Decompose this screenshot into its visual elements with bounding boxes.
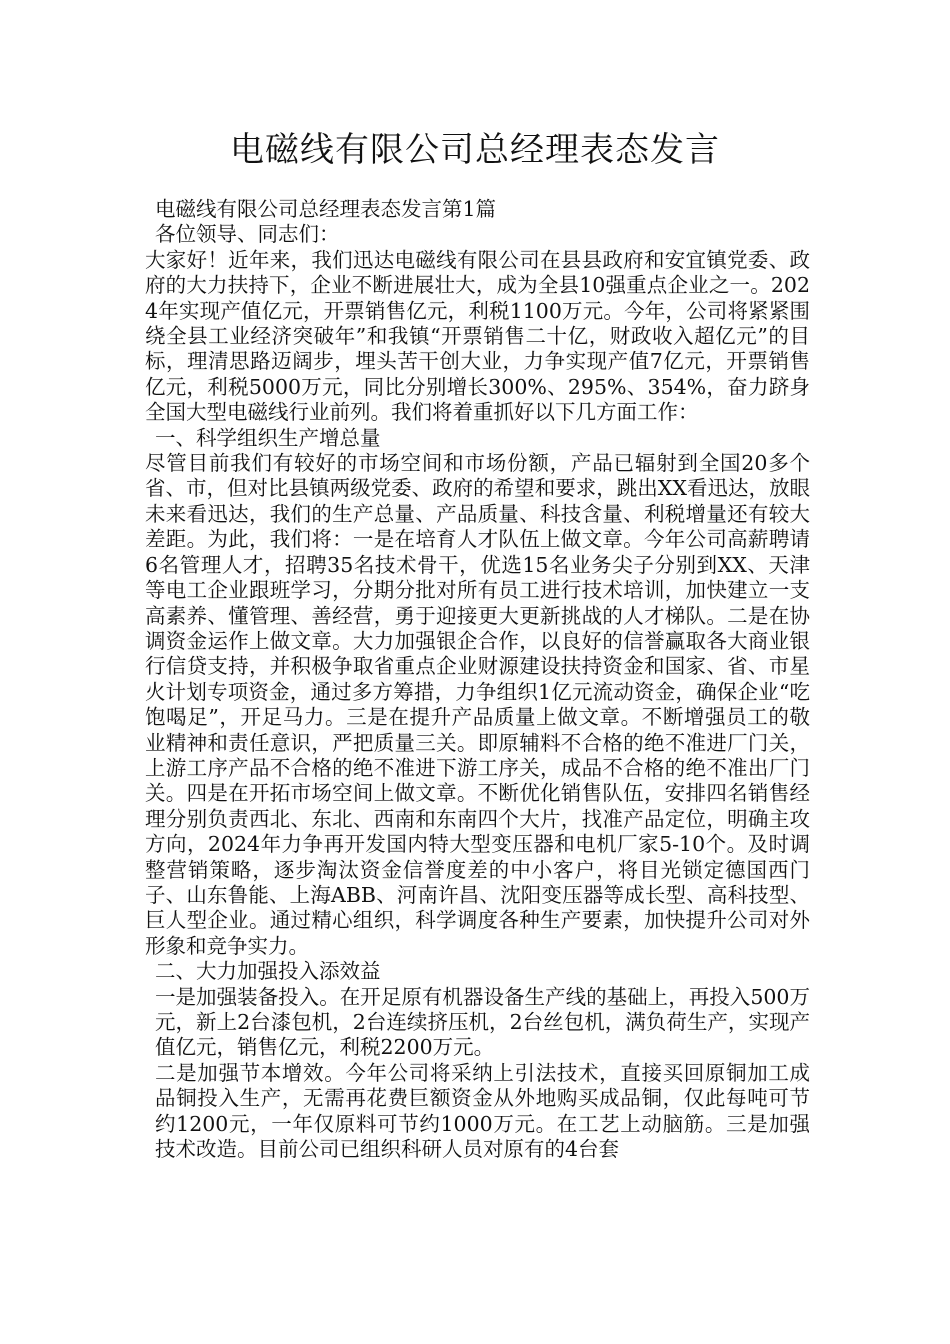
body-paragraph: 一是加强装备投入。在开足原有机器设备生产线的基础上，再投入500万元，新上2台漆包机，2台连续挤压机，2台丝包机，满负荷生产，实现产值亿元，销售亿元，利税2200万元。	[155, 984, 810, 1060]
document-body	[145, 197, 810, 1162]
salutation: 各位领导、同志们：	[155, 222, 340, 247]
section-heading: 电磁线有限公司总经理表态发言第1篇	[155, 197, 497, 221]
body-paragraph: 二是加强节本增效。今年公司将采纳上引法技术，直接买回原铜加工成品铜投入生产，无需再花费巨额资金从外地购买成品铜，仅此每吨可节约1200元，一年仅原料可节约1000万元。在工艺上动脑筋。三是加强技术改造。目前公司已组织科研人员对原有的4台套	[155, 1060, 810, 1162]
document-title: 电磁线有限公司总经理表态发言	[230, 130, 720, 170]
body-paragraph: 尽管目前我们有较好的市场空间和市场份额，产品已辐射到全国20多个省、市，但对比县镇两级党委、政府的希望和要求，跳出XX看迅达，放眼未来看迅达，我们的生产总量、产品质量、科技含量、利税增量还有较大差距。为此，我们将：一是在培育人才队伍上做文章。今年公司高薪聘请6名管理人才，招聘35名技术骨干，优选15名业务尖子分别到XX、天津等电工企业跟班学习，分期分批对所有员工进行技术培训，加快建立一支高素养、懂管理、善经营，勇于迎接更大更新挑战的人才梯队。二是在协调资金运作上做文章。大力加强银企合作，以良好的信誉赢取各大商业银行信贷支持，并积极争取省重点企业财源建设扶持资金和国家、省、市星火计划专项资金，通过多方筹措，力争组织1亿元流动资金，确保企业“吃饱喝足”，开足马力。三是在提升产品质量上做文章。不断增强员工的敬业精神和责任意识，严把质量三关。即原辅料不合格的绝不准进厂门关，上游工序产品不合格的绝不准进下游工序关，成品不合格的绝不准出厂门关。四是在开拓市场空间上做文章。不断优化销售队伍，安排四名销售经理分别负责西北、东北、西南和东南四个大片，找准产品定位，明确主攻方向，2024年力争再开发国内特大型变压器和电机厂家5-10个。及时调整营销策略，逐步淘汰资金信誉度差的中小客户，将目光锁定德国西门子、山东鲁能、上海ABB、河南许昌、沈阳变压器等成长型、高科技型、巨人型企业。通过精心组织，科学调度各种生产要素，加快提升公司对外形象和竞争实力。	[145, 451, 810, 958]
body-paragraph: 大家好！近年来，我们迅达电磁线有限公司在县县政府和安宜镇党委、政府的大力扶持下，企业不断进展壮大，成为全县10强重点企业之一。2024年实现产值亿元，开票销售亿元，利税1100万元。今年，公司将紧紧围绕全县工业经济突破年”和我镇“开票销售二十亿，财政收入超亿元”的目标，理清思路迈阔步，埋头苦干创大业，力争实现产值7亿元，开票销售亿元，利税5000万元，同比分别增长300%、295%、354%，奋力跻身全国大型电磁线行业前列。我们将着重抓好以下几方面工作：	[145, 247, 810, 425]
section-heading: 一、科学组织生产增总量	[155, 425, 381, 450]
section-heading: 二、大力加强投入添效益	[155, 959, 381, 984]
